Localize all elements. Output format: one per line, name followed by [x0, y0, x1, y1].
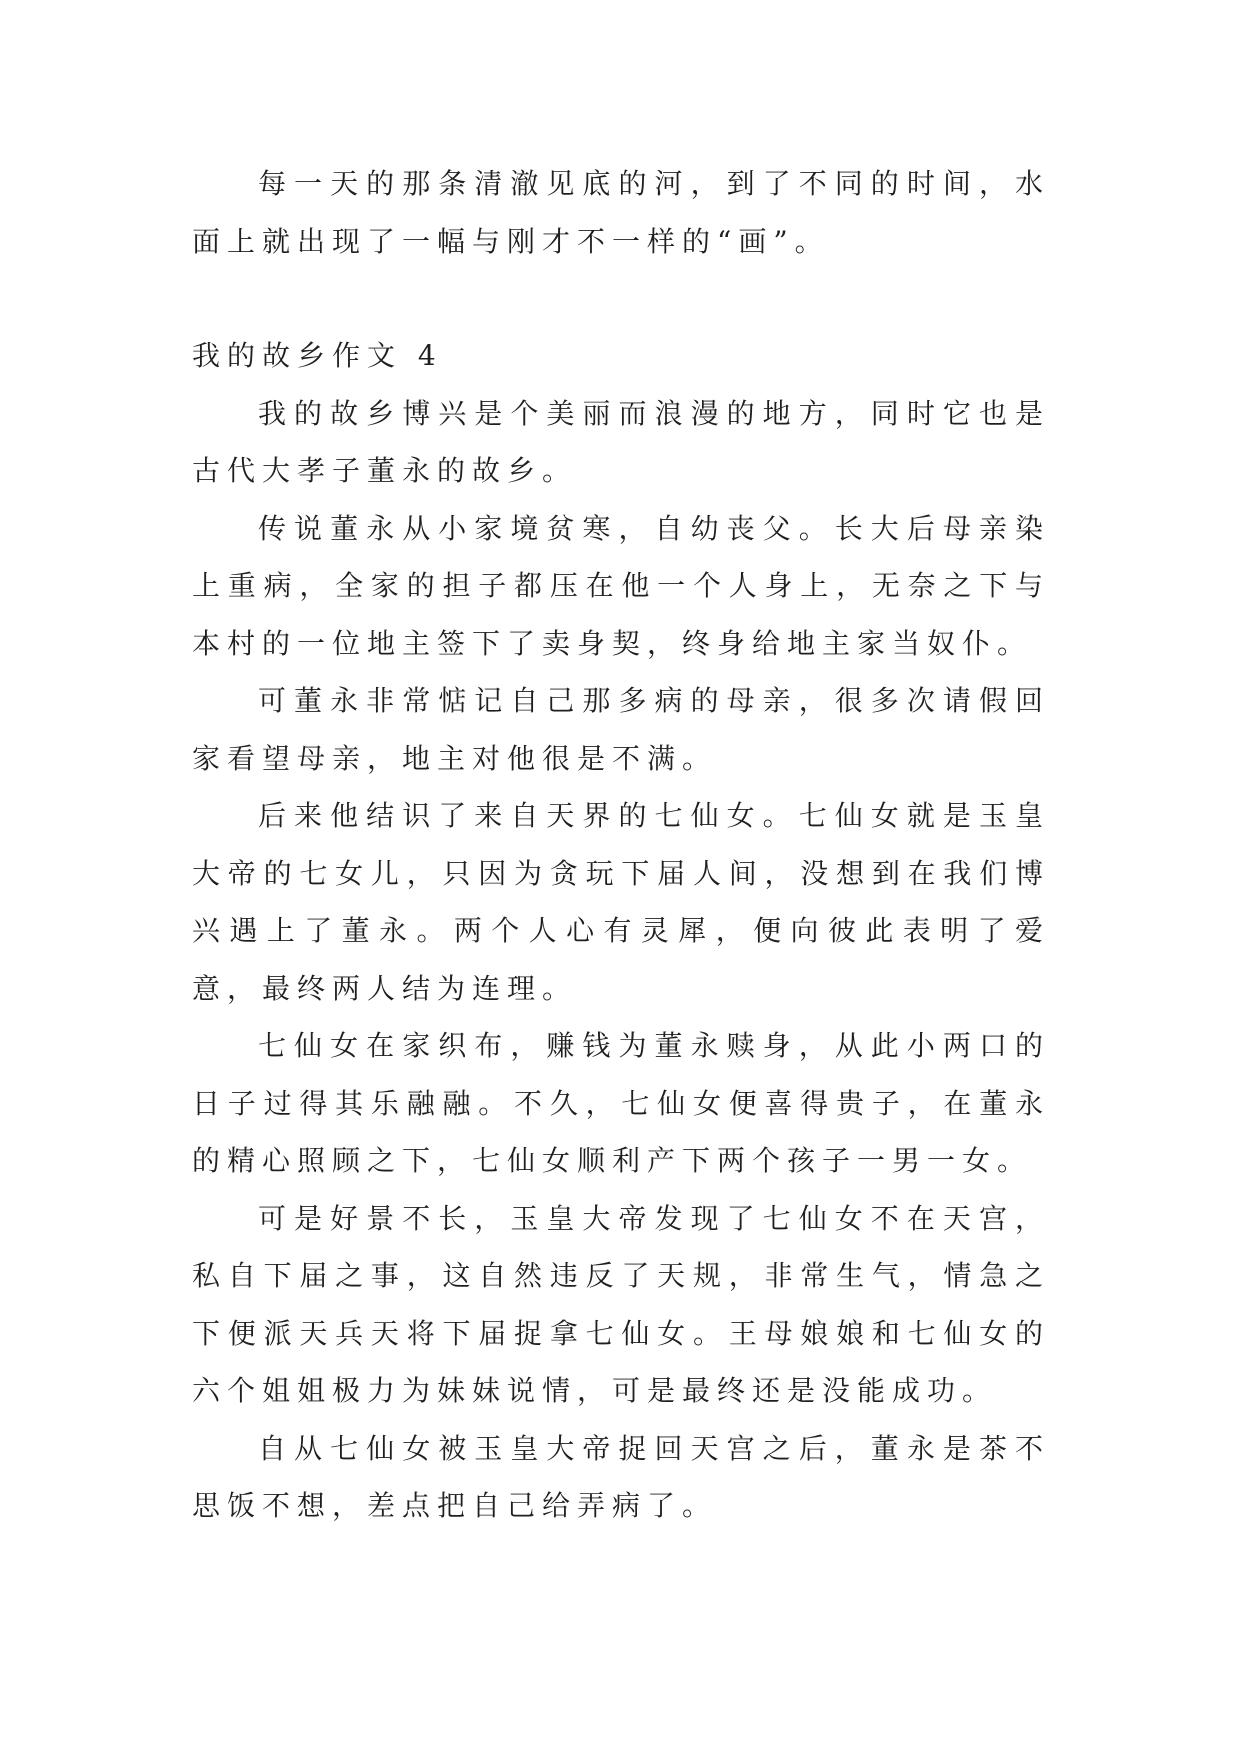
paragraph-3: 可董永非常惦记自己那多病的母亲，很多次请假回家看望母亲，地主对他很是不满。: [192, 684, 1050, 775]
section-title: 我的故乡作文 4: [192, 339, 443, 372]
paragraph-1: 我的故乡博兴是个美丽而浪漫的地方，同时它也是古代大孝子董永的故乡。: [192, 396, 1050, 487]
paragraph-2: 传说董永从小家境贫寒，自幼丧父。长大后母亲染上重病，全家的担子都压在他一个人身上，无奈之下与本村的一位地主签下了卖身契，终身给地主家当奴仆。: [192, 511, 1050, 660]
paragraph-5: 七仙女在家织布，赚钱为董永赎身，从此小两口的日子过得其乐融融。不久，七仙女便喜得贵子，在董永的精心照顾之下，七仙女顺利产下两个孩子一男一女。: [192, 1029, 1050, 1177]
paragraph-6: 可是好景不长，玉皇大帝发现了七仙女不在天宫，私自下届之事，这自然违反了天规，非常生气，情急之下便派天兵天将下届捉拿七仙女。王母娘娘和七仙女的六个姐姐极力为妹妹说情，可是最终还是没能成功。: [192, 1201, 1050, 1407]
paragraph-spacer: [192, 270, 1050, 327]
paragraph-4: 后来他结识了来自天界的七仙女。七仙女就是玉皇大帝的七女儿，只因为贪玩下届人间，没想到在我们博兴遇上了董永。两个人心有灵犀，便向彼此表明了爱意，最终两人结为连理。: [192, 799, 1050, 1005]
paragraph-7: 自从七仙女被玉皇大帝捉回天宫之后，董永是茶不思饭不想，差点把自己给弄病了。: [192, 1431, 1050, 1522]
intro-paragraph: 每一天的那条清澈见底的河，到了不同的时间，水面上就出现了一幅与刚才不一样的“画”。: [192, 167, 1050, 258]
document-body: [192, 155, 1050, 1535]
